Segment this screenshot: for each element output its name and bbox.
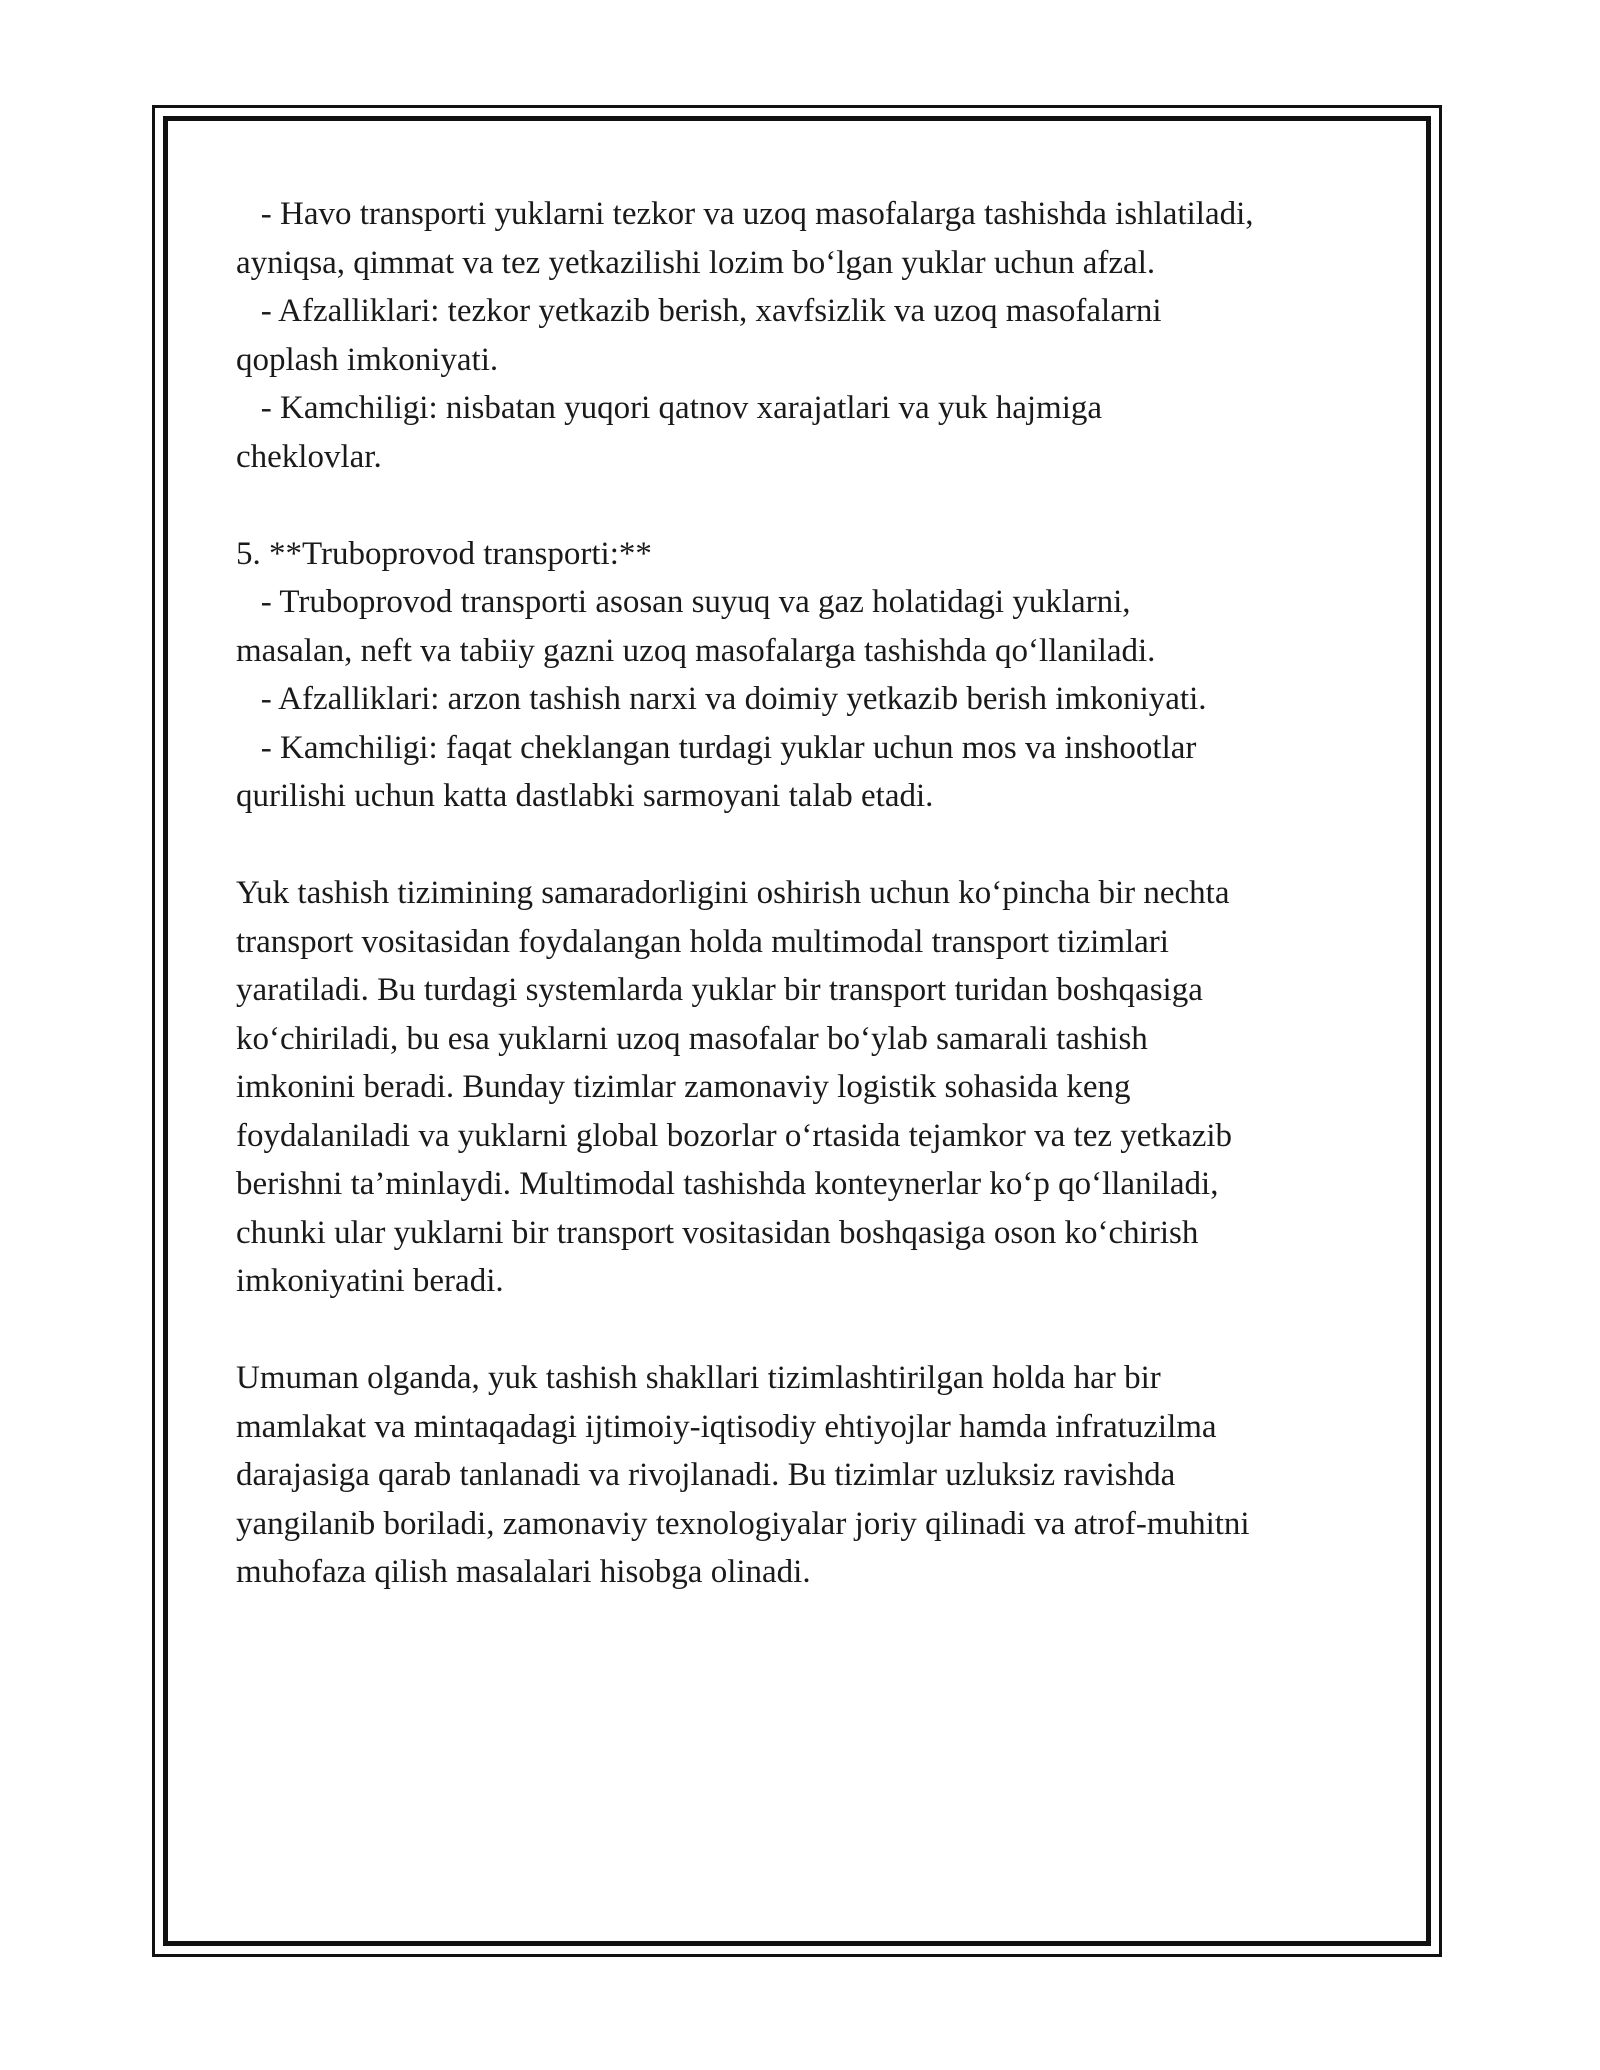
blank-line <box>236 821 1386 870</box>
text-line: foydalaniladi va yuklarni global bozorlar o‘rtasida tejamkor va tez yetkazib <box>236 1117 1233 1154</box>
text-line: - Afzalliklari: tezkor yetkazib berish, xavfsizlik va uzoq masofalarni <box>236 293 1162 329</box>
section-heading: 5. **Truboprovod transporti:** <box>236 535 652 572</box>
blank-line <box>236 481 1386 530</box>
text-line: ko‘chiriladi, bu esa yuklarni uzoq masofalar bo‘ylab samarali tashish <box>236 1020 1148 1057</box>
text-line: chunki ular yuklarni bir transport vositasidan boshqasiga oson ko‘chirish <box>236 1214 1199 1251</box>
text-line: mamlakat va mintaqadagi ijtimoiy-iqtisodiy ehtiyojlar hamda infratuzilma <box>236 1408 1217 1445</box>
text-line: Yuk tashish tizimining samaradorligini oshirish uchun ko‘pincha bir nechta <box>236 875 1230 911</box>
text-line: - Kamchiligi: nisbatan yuqori qatnov xarajatlari va yuk hajmiga <box>236 390 1103 426</box>
text-line: qoplash imkoniyati. <box>236 341 499 378</box>
document-body <box>236 190 1386 1597</box>
text-line: yaratiladi. Bu turdagi systemlarda yuklar bir transport turidan boshqasiga <box>236 972 1203 1008</box>
text-line: muhofaza qilish masalalari hisobga olinadi. <box>236 1554 811 1590</box>
blank-line <box>236 1306 1386 1355</box>
text-line: imkonini beradi. Bunday tizimlar zamonaviy logistik sohasida keng <box>236 1069 1131 1105</box>
text-line: - Afzalliklari: arzon tashish narxi va doimiy yetkazib berish imkoniyati. <box>236 681 1207 717</box>
text-line: qurilishi uchun katta dastlabki sarmoyani talab etadi. <box>236 778 934 814</box>
text-line: darajasiga qarab tanlanadi va rivojlanadi. Bu tizimlar uzluksiz ravishda <box>236 1457 1176 1493</box>
text-line: - Havo transporti yuklarni tezkor va uzoq masofalarga tashishda ishlatiladi, <box>236 196 1254 232</box>
text-line: yangilanib boriladi, zamonaviy texnologiyalar joriy qilinadi va atrof-muhitni <box>236 1505 1250 1542</box>
text-line: - Truboprovod transporti asosan suyuq va gaz holatidagi yuklarni, <box>236 584 1131 620</box>
text-line: cheklovlar. <box>236 438 382 475</box>
text-line: Umuman olganda, yuk tashish shakllari tizimlashtirilgan holda har bir <box>236 1360 1161 1396</box>
text-line: imkoniyatini beradi. <box>236 1263 504 1299</box>
text-line: ayniqsa, qimmat va tez yetkazilishi lozim bo‘lgan yuklar uchun afzal. <box>236 244 1156 281</box>
text-line: transport vositasidan foydalangan holda multimodal transport tizimlari <box>236 923 1169 960</box>
text-line: berishni ta’minlaydi. Multimodal tashishda konteynerlar ko‘p qo‘llaniladi, <box>236 1166 1219 1202</box>
text-line: - Kamchiligi: faqat cheklangan turdagi yuklar uchun mos va inshootlar <box>236 729 1197 766</box>
text-line: masalan, neft va tabiiy gazni uzoq masofalarga tashishda qo‘llaniladi. <box>236 632 1156 669</box>
